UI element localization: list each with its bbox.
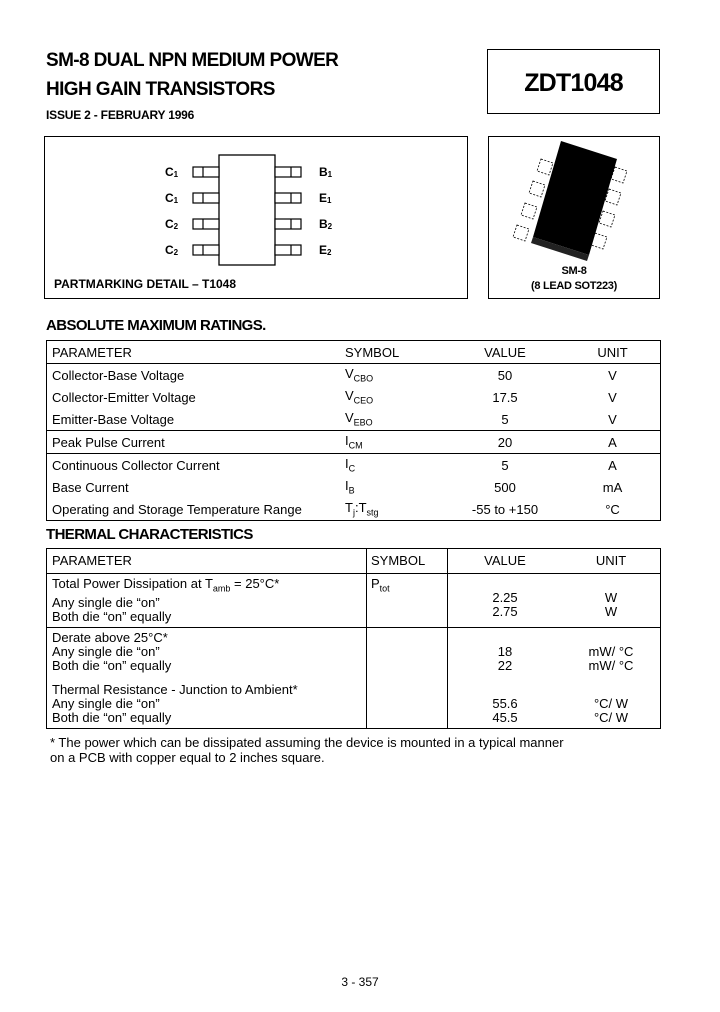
part-number-box [487, 49, 660, 114]
value-cell: 50 [445, 364, 565, 387]
table-row [47, 386, 661, 408]
pin-label-b2: $B_2$ [319, 217, 333, 231]
parameter-cell: Base Current [52, 479, 129, 495]
table-row [47, 498, 661, 521]
thermal-table [46, 548, 661, 729]
pin-label-c2a: $C_2$ [165, 217, 179, 231]
value-cell: -55 to +150 [471, 501, 539, 517]
package-3d-illustration [489, 137, 659, 262]
table-row [47, 454, 661, 477]
pin-dividers [203, 167, 291, 255]
parameter-cell: Collector-Base Voltage [47, 364, 346, 387]
package-body-outline [219, 155, 275, 265]
abs-max-table [46, 340, 661, 521]
table-row [47, 408, 661, 431]
pin-label-e1: $E_1$ [319, 191, 332, 205]
pinout-drawing [45, 137, 467, 298]
symbol-cell: $P_{tot}$ [367, 574, 448, 628]
table-header-row [47, 549, 661, 574]
symbol-cell: $I_C$ [345, 454, 445, 477]
unit-cell: A [565, 431, 661, 454]
unit-cell: V [608, 411, 617, 427]
value-cell: 5 [501, 411, 509, 427]
value-cell: 500 [494, 479, 516, 495]
unit-cell: °C [605, 501, 620, 517]
symbol-cell: $I_B$ [345, 478, 355, 496]
header-value: VALUE [484, 344, 526, 360]
thermal-heading: THERMAL CHARACTERISTICS [46, 526, 253, 543]
part-number: ZDT1048 [524, 69, 623, 97]
package-illustration-box [488, 136, 660, 299]
title-line-2: HIGH GAIN TRANSISTORS [46, 79, 275, 100]
pin-label-b1: $B_1$ [319, 165, 333, 179]
unit-cell: mW/ °C mW/ °C °C/ W °C/ W [562, 627, 661, 728]
value-cell: 17.5 [492, 389, 518, 405]
abs-max-heading: ABSOLUTE MAXIMUM RATINGS. [46, 317, 266, 334]
power-dissipation-cell: Total Power Dissipation at $T_{amb} = 25^\circ C*$ Any single die “on” Both die “on” equally [47, 574, 367, 628]
footnote: * The power which can be dissipated assuming the device is mounted in a typical manner on a PCB with copper equal to 2 inches square. [50, 735, 564, 765]
derate-cell: Derate above 25°C* Any single die “on” Both die “on” equally Thermal Resistance - Junction to Ambient* Any single die “on” Both die “on” equally [47, 627, 367, 728]
parameter-cell: Peak Pulse Current [47, 431, 346, 454]
table-row [47, 627, 661, 728]
table-row [47, 431, 661, 454]
value-cell: 18 22 55.6 45.5 [448, 627, 563, 728]
package-name: SM-8 [561, 265, 587, 277]
symbol-cell: $V_{CBO}$ [345, 364, 445, 387]
package-detail: (8 LEAD SOT223) [531, 280, 617, 292]
issue-date: ISSUE 2 - FEBRUARY 1996 [46, 108, 195, 122]
package-body-top [533, 141, 617, 255]
unit-cell: W W [562, 574, 661, 628]
header-parameter: PARAMETER [52, 553, 132, 568]
partmarking-detail: PARTMARKING DETAIL – T1048 [54, 277, 237, 291]
parameter-cell: Emitter-Base Voltage [52, 411, 175, 427]
table-row [47, 574, 661, 628]
unit-cell: A [565, 454, 661, 477]
symbol-cell: $I_{CM}$ [345, 431, 445, 454]
unit-cell: V [608, 389, 617, 405]
symbol-cell: $T_j:T_{stg}$ [345, 500, 379, 518]
table-header-row [47, 341, 661, 364]
header-unit: UNIT [597, 344, 628, 360]
symbol-cell: $V_{EBO}$ [345, 410, 373, 428]
symbol-cell: $V_{CEO}$ [345, 388, 374, 406]
table-row [47, 364, 661, 387]
pin-label-c1b: $C_1$ [165, 191, 179, 205]
pin-label-c2b: $C_2$ [165, 243, 179, 257]
pin-label-c1a: $C_1$ [165, 165, 179, 179]
value-cell: 2.25 2.75 [448, 574, 563, 628]
pin-label-e2: $E_2$ [319, 243, 332, 257]
parameter-cell: Continuous Collector Current [47, 454, 346, 477]
unit-cell: mA [602, 479, 623, 495]
header-value: VALUE [484, 553, 526, 568]
pin-pads [193, 167, 301, 255]
parameter-cell: Collector-Emitter Voltage [52, 389, 196, 405]
table-row [47, 476, 661, 498]
header-symbol: SYMBOL [345, 344, 400, 360]
page-number: 3 - 357 [341, 975, 379, 989]
value-cell: 5 [445, 454, 565, 477]
pinout-diagram [44, 136, 468, 299]
header-parameter: PARAMETER [52, 344, 132, 360]
header-unit: UNIT [595, 553, 627, 568]
header-symbol: SYMBOL [367, 549, 448, 574]
value-cell: 20 [445, 431, 565, 454]
title-line-1: SM-8 DUAL NPN MEDIUM POWER [46, 50, 339, 71]
unit-cell: V [565, 364, 661, 387]
parameter-cell: Operating and Storage Temperature Range [52, 501, 302, 517]
symbol-cell [367, 627, 448, 728]
